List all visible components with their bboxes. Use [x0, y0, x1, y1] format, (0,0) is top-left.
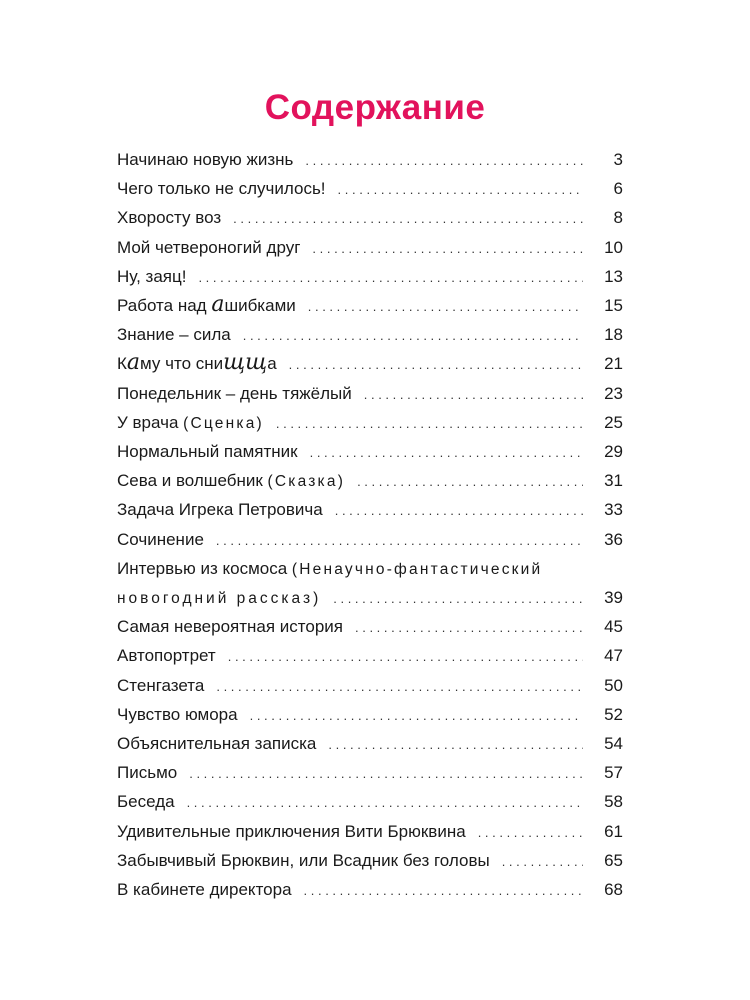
toc-dot-leader	[250, 702, 583, 730]
toc-entry-genre: (Ненаучно-фантастический	[291, 560, 543, 578]
toc-entry-title: В кабинете директора	[117, 880, 292, 900]
toc-page-number: 18	[604, 325, 623, 345]
toc-entry-title-part: К	[117, 354, 127, 374]
toc-entry	[117, 467, 623, 496]
toc-entry	[117, 526, 623, 555]
toc-page-number: 65	[604, 850, 623, 870]
toc-dot-leader	[187, 789, 583, 817]
toc-list	[117, 146, 623, 905]
toc-page-number: 52	[604, 704, 623, 724]
toc-dot-leader	[304, 877, 583, 905]
toc-dot-leader	[355, 614, 583, 642]
toc-dot-leader	[233, 205, 583, 233]
toc-page-number: 13	[604, 266, 623, 286]
toc-page-number: 29	[604, 442, 623, 462]
toc-page-number: 50	[604, 675, 623, 695]
toc-page-number: 68	[604, 880, 623, 900]
toc-entry-title	[117, 409, 264, 438]
toc-entry-title: Забывчивый Брюквин, или Всадник без головы	[117, 850, 490, 870]
toc-dot-leader	[328, 731, 583, 759]
toc-entry	[117, 496, 623, 525]
toc-entry-title: Беседа	[117, 792, 175, 812]
toc-entry-title: Ну, заяц!	[117, 266, 187, 286]
toc-entry	[117, 847, 623, 876]
toc-entry	[117, 730, 623, 759]
toc-page-number: 39	[604, 588, 623, 608]
toc-entry	[117, 555, 623, 613]
toc-dot-leader	[216, 673, 583, 701]
toc-page-number: 57	[604, 763, 623, 783]
toc-page-number: 36	[604, 529, 623, 549]
toc-entry	[117, 701, 623, 730]
toc-page-number: 31	[604, 471, 623, 491]
toc-entry-title: Задача Игрека Петровича	[117, 500, 323, 520]
toc-entry-title: Нормальный памятник	[117, 442, 298, 462]
toc-entry	[117, 409, 623, 438]
toc-dot-leader	[216, 527, 583, 555]
toc-entry	[117, 146, 623, 175]
toc-page-number: 8	[613, 208, 623, 228]
toc-entry-title: Стенгазета	[117, 675, 205, 695]
toc-dot-leader	[228, 643, 583, 671]
toc-page-number: 58	[604, 792, 623, 812]
toc-entry-line	[117, 584, 623, 613]
toc-dot-leader	[276, 410, 583, 438]
toc-dot-leader	[243, 322, 583, 350]
toc-entry	[117, 876, 623, 905]
toc-entry-title-part: а	[267, 354, 277, 374]
toc-page-number: 25	[604, 412, 623, 432]
toc-entry	[117, 759, 623, 788]
toc-entry-title: Сочинение	[117, 529, 204, 549]
toc-page-number: 10	[604, 237, 623, 257]
toc-entry-title	[117, 350, 277, 378]
toc-entry	[117, 438, 623, 467]
toc-entry-title: Понедельник – день тяжёлый	[117, 383, 352, 403]
toc-dot-leader	[338, 176, 583, 204]
toc-entry-title-part: У врача	[117, 412, 179, 432]
toc-entry-title: Чего только не случилось!	[117, 179, 326, 199]
toc-dot-leader	[305, 147, 583, 175]
toc-entry-title-part: му что сни	[140, 354, 224, 374]
toc-page-number: 54	[604, 734, 623, 754]
toc-dot-leader	[308, 293, 583, 321]
toc-entry-title: Объяснительная записка	[117, 734, 317, 754]
toc-dot-leader	[364, 381, 583, 409]
toc-entry-title: Письмо	[117, 763, 178, 783]
toc-entry-title: Хворосту воз	[117, 208, 222, 228]
toc-entry	[117, 380, 623, 409]
toc-dot-leader	[198, 264, 583, 292]
toc-entry	[117, 818, 623, 847]
toc-page-number: 47	[604, 646, 623, 666]
toc-entry	[117, 642, 623, 671]
toc-entry-handwritten-letter: щщ	[223, 350, 268, 376]
toc-dot-leader	[289, 351, 583, 379]
toc-dot-leader	[310, 439, 583, 467]
toc-entry-title-part: Сева и волшебник	[117, 471, 263, 491]
toc-entry-line	[117, 555, 623, 584]
toc-entry-title: Удивительные приключения Вити Брюквина	[117, 821, 466, 841]
toc-page-number: 15	[604, 296, 623, 316]
toc-entry-title	[117, 467, 345, 496]
toc-entry	[117, 672, 623, 701]
toc-entry-title: Мой четвероногий друг	[117, 237, 301, 257]
toc-entry	[117, 204, 623, 233]
toc-entry-title: Начинаю новую жизнь	[117, 150, 294, 169]
toc-entry-title: Самая невероятная история	[117, 617, 344, 637]
toc-page-number: 61	[604, 821, 623, 841]
toc-entry	[117, 292, 623, 321]
toc-dot-leader	[335, 497, 583, 525]
toc-entry-genre: (Сказка)	[267, 473, 346, 491]
toc-page-number: 45	[604, 617, 623, 637]
toc-title: Содержание	[264, 88, 486, 127]
toc-entry	[117, 788, 623, 817]
toc-entry-title: Автопортрет	[117, 646, 216, 666]
toc-page-number: 33	[604, 500, 623, 520]
toc-entry	[117, 613, 623, 642]
toc-entry-title-part: Работа над	[117, 296, 212, 316]
toc-dot-leader	[478, 819, 583, 847]
toc-entry	[117, 263, 623, 292]
toc-entry-handwritten-letter: а	[211, 292, 225, 318]
toc-entry-title	[117, 292, 296, 320]
toc-page-number: 21	[604, 354, 623, 374]
toc-entry-title: Чувство юмора	[117, 704, 238, 724]
toc-entry-title: Знание – сила	[117, 325, 231, 345]
toc-dot-leader	[312, 235, 583, 263]
toc-dot-leader	[357, 468, 583, 496]
toc-entry	[117, 234, 623, 263]
toc-entry-handwritten-letter: а	[126, 350, 141, 376]
toc-entry-genre: (Сценка)	[183, 414, 264, 432]
toc-entry-title-part: шибками	[224, 296, 296, 316]
toc-entry	[117, 350, 623, 379]
toc-page-number: 3	[613, 150, 623, 169]
toc-entry	[117, 321, 623, 350]
toc-entry-genre: новогодний рассказ)	[117, 590, 322, 608]
toc-entry	[117, 175, 623, 204]
toc-entry-title: Интервью из космоса	[117, 558, 288, 578]
toc-page-number: 23	[604, 383, 623, 403]
toc-page-number: 6	[613, 179, 623, 199]
toc-dot-leader	[333, 585, 583, 613]
toc-dot-leader	[502, 848, 583, 876]
toc-dot-leader	[189, 760, 583, 788]
